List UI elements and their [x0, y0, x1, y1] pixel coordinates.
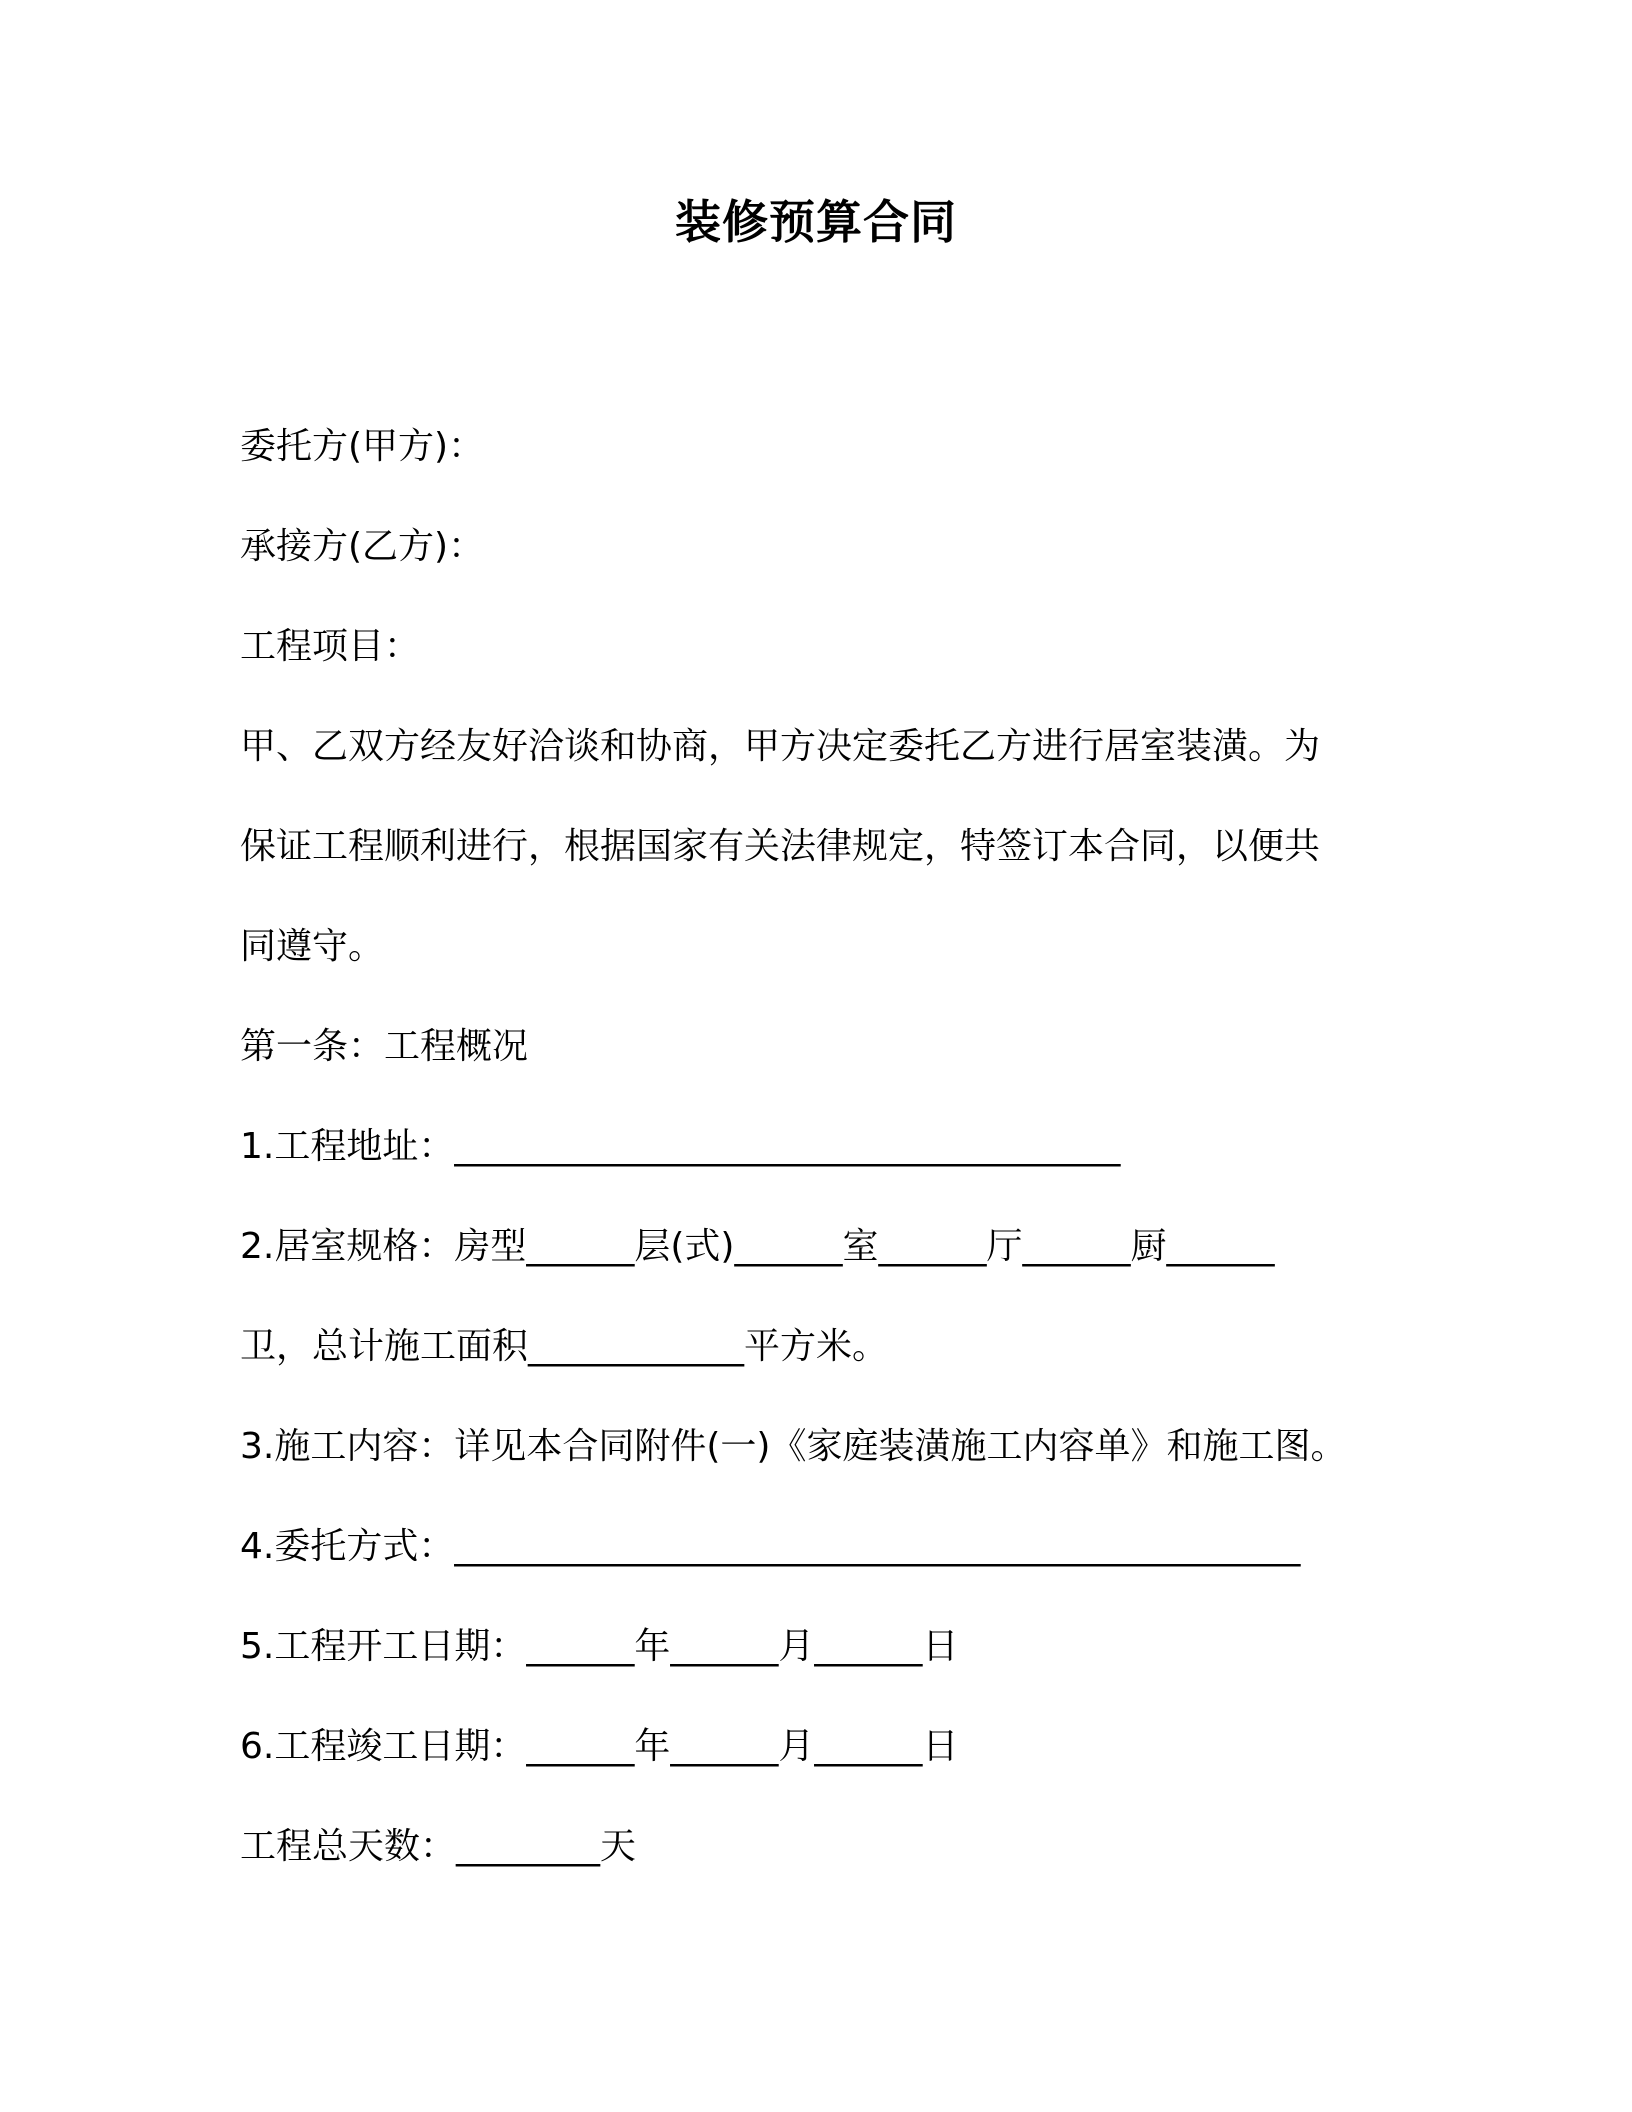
- project-address-line: 1.工程地址：_____________________________________: [240, 1126, 1121, 1167]
- document-body: [240, 397, 1400, 1897]
- commission-method-line: 4.委托方式：_______________________________________________: [240, 1526, 1301, 1567]
- article-1-heading: 第一条：工程概况: [240, 1026, 529, 1067]
- completion-date-line: 6.工程竣工日期：______年______月______日: [240, 1726, 959, 1767]
- construction-content-line: 3.施工内容：详见本合同附件(一)《家庭装潢施工内容单》和施工图。: [240, 1426, 1347, 1467]
- preamble-line-1: 甲、乙双方经友好洽谈和协商，甲方决定委托乙方进行居室装潢。为: [240, 726, 1321, 767]
- party-b-line: 承接方(乙方)：: [240, 526, 485, 567]
- project-line: 工程项目：: [240, 626, 421, 667]
- room-spec-line-2: 卫，总计施工面积____________平方米。: [240, 1326, 889, 1367]
- document-title: 装修预算合同: [675, 195, 957, 249]
- party-a-line: 委托方(甲方)：: [240, 426, 485, 467]
- preamble-line-2: 保证工程顺利进行，根据国家有关法律规定，特签订本合同，以便共: [240, 826, 1321, 867]
- total-days-line: 工程总天数：________天: [240, 1826, 637, 1867]
- room-spec-line-1: 2.居室规格：房型______层(式)______室______厅______厨______: [240, 1226, 1275, 1267]
- start-date-line: 5.工程开工日期：______年______月______日: [240, 1626, 959, 1667]
- preamble-line-3: 同遵守。: [240, 926, 385, 967]
